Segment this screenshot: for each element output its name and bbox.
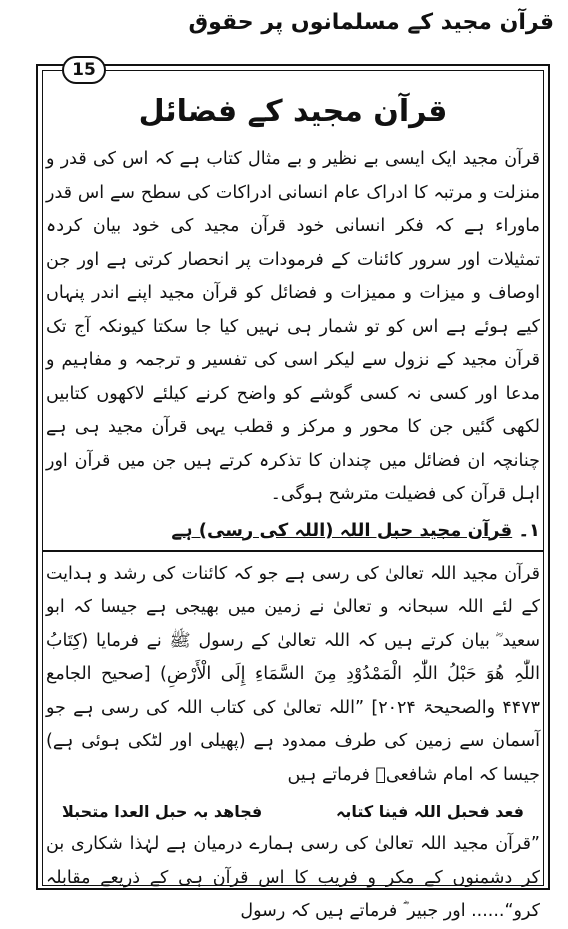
page-content bbox=[46, 94, 541, 921]
page-header bbox=[0, 0, 568, 56]
section-body: قرآن مجید اللہ تعالیٰ کی رسی ہے جو کہ کائنات کی رشد و ہدایت کے لئے اللہ سبحانہ و تعالیٰ نے زمین میں بھیجی ہے جیسا کہ ابو سعید ؓ بیان کرتے ہیں کہ اللہ تعالیٰ کے رسول ﷺ نے فرمایا (کِتَابُ اللّٰہِ ھُوَ حَبْلُ اللّٰہِ الْمَمْدُوْدِ مِنَ السَّمَاءِ إِلَی الْأَرْضِ) [صحیح الجامع ۴۴۷۳ والصحیحۃ ۲۰۲۴] ”اللہ تعالیٰ کی کتاب اللہ کی رسی ہے جو آسمان سے زمین کی طرف ممدود ہے (پھیلی اور لٹکی ہوئی ہے) جیسا کہ امام شافعیؒ فرماتے ہیں bbox=[46, 563, 541, 785]
intro-paragraph: قرآن مجید ایک ایسی بے نظیر و بے مثال کتاب ہے کہ اس کی قدر و منزلت و مرتبہ کا ادراک عام انسانی ادراکات کی سطح سے اس قدر ماوراء ہے کہ فکر انسانی خود قرآن مجید کی خود بیان کردہ تمثیلات اور سرور کائنات کے فرمودات پر انحصار کرتی ہے اور جن اوصاف و میزات و ممیزات و فضائل کو قرآن مجید اپنے اندر پنہاں کیے ہوئے ہے اس کو تو شمار ہی نہیں کیا جا سکتا کیونکہ آج تک قرآن مجید کے نزول سے لیکر اسی کی تفسیر و ترجمہ و مفاہیم و مدعا اور کسی نہ کسی گوشے کو واضح کرنے کیلئے لاکھوں کتابیں لکھی گئیں جن کا محور و مرکز و قطب یہی قرآن مجید ہی ہے چنانچہ ان فضائل میں چندان کا تذکرہ کرتے ہیں جن میں قرآن اور اہل قرآن کی فضیلت مترشح ہوگی۔ bbox=[46, 149, 540, 504]
section-heading-text: قرآن مجید حبل اللہ (اللہ کی رسی) ہے bbox=[171, 519, 513, 541]
section-number: ۱۔ bbox=[518, 519, 540, 541]
verse-second-hemistich: فجاھد بہ حبل العدا متحبلا bbox=[62, 802, 263, 821]
running-title: قرآن مجید کے مسلمانوں پر حقوق bbox=[188, 10, 554, 35]
section-heading bbox=[46, 514, 540, 548]
page-title: قرآن مجید کے فضائل bbox=[138, 94, 448, 129]
page-number: 15 bbox=[62, 56, 106, 84]
section-divider bbox=[42, 550, 544, 552]
verse-first-hemistich: فعد فحبل اللہ فینا کتابہ bbox=[335, 802, 524, 821]
poetry-verse bbox=[62, 796, 524, 828]
verse-translation: ”قرآن مجید اللہ تعالیٰ کی رسی ہمارے درمیان ہے لہٰذا شکاری بن کر دشمنوں کے مکر و فریب کا اس قرآن ہی کے ذریعے مقابلہ کرو“...... اور جبیر ؓ فرماتے ہیں کہ رسول bbox=[46, 834, 540, 921]
